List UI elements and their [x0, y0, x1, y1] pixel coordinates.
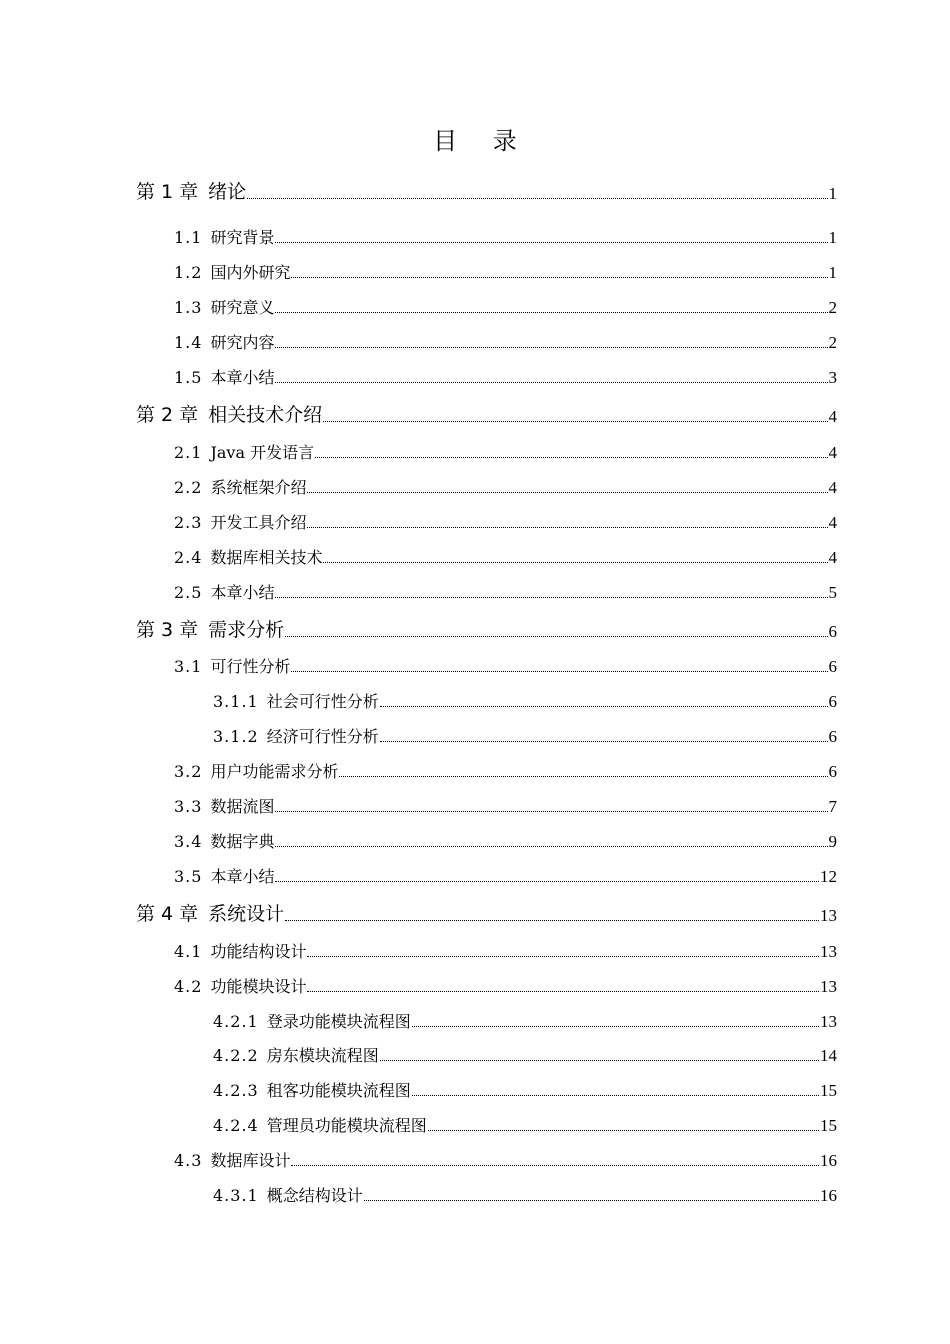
- toc-entry-title: 本章小结: [210, 368, 275, 387]
- toc-entry[interactable]: [136, 406, 837, 425]
- dot-leader: [412, 1026, 819, 1027]
- toc-entry-number: 4.3: [174, 1151, 203, 1170]
- toc-entry-title: 功能模块设计: [210, 977, 307, 996]
- toc-entry-page-number: 5: [828, 583, 837, 602]
- toc-entry-page-number: 2: [828, 333, 837, 352]
- toc-entry-title: 管理员功能模块流程图: [266, 1116, 427, 1135]
- toc-entry-page-number: 2: [828, 298, 837, 317]
- toc-entry-title: 研究背景: [210, 228, 275, 247]
- toc-entry-number: 3.1: [174, 657, 203, 676]
- toc-entry-number: 4.2.4: [213, 1116, 259, 1135]
- toc-entry[interactable]: [174, 868, 837, 885]
- toc-entry[interactable]: [213, 728, 837, 745]
- toc-entry[interactable]: [174, 264, 837, 281]
- toc-entry[interactable]: [136, 621, 837, 640]
- toc-entry-title: 系统框架介绍: [210, 478, 307, 497]
- toc-entry-page-number: 15: [820, 1081, 837, 1100]
- toc-entry-number: 第 1 章: [136, 181, 199, 203]
- toc-title: 目 录: [433, 127, 531, 155]
- toc-entry-page-number: 7: [828, 797, 837, 816]
- dot-leader: [275, 881, 819, 882]
- toc-entry[interactable]: [174, 943, 837, 960]
- toc-entry-page-number: 1: [828, 263, 837, 282]
- toc-entry-title: 用户功能需求分析: [210, 762, 339, 781]
- dot-leader: [291, 1165, 819, 1166]
- dot-leader: [291, 277, 827, 278]
- toc-entry-number: 2.3: [174, 513, 203, 532]
- toc-entry-title: 本章小结: [210, 583, 275, 602]
- toc-entry-number: 3.3: [174, 797, 203, 816]
- toc-entry-title: 研究意义: [210, 298, 275, 317]
- toc-entry-number: 4.3.1: [213, 1186, 259, 1205]
- toc-entry[interactable]: [136, 905, 837, 924]
- toc-entry[interactable]: [213, 1013, 837, 1030]
- toc-entry-title: 数据流图: [210, 797, 275, 816]
- dot-leader: [307, 492, 827, 493]
- toc-entry-number: 4.2.2: [213, 1046, 259, 1065]
- toc-entry-number: 4.2: [174, 977, 203, 996]
- toc-entry-title: 系统设计: [208, 903, 285, 925]
- dot-leader: [364, 1200, 819, 1201]
- dot-leader: [291, 671, 827, 672]
- toc-entry-title: 经济可行性分析: [266, 727, 379, 746]
- toc-entry-title: 数据字典: [210, 832, 275, 851]
- dot-leader: [307, 527, 827, 528]
- toc-entry[interactable]: [213, 1187, 837, 1204]
- toc-entry[interactable]: [213, 693, 837, 710]
- toc-entry-number: 2.4: [174, 548, 203, 567]
- dot-leader: [275, 846, 827, 847]
- toc-entry-page-number: 3: [828, 368, 837, 387]
- toc-entry-number: 1.4: [174, 333, 203, 352]
- toc-entry[interactable]: [174, 978, 837, 995]
- dot-leader: [412, 1095, 819, 1096]
- toc-entry-title: 可行性分析: [210, 657, 291, 676]
- toc-entry-title: 租客功能模块流程图: [266, 1081, 411, 1100]
- toc-entry[interactable]: [174, 549, 837, 566]
- dot-leader: [275, 382, 827, 383]
- toc-entry-title: 数据库设计: [210, 1151, 291, 1170]
- toc-entry-title: 功能结构设计: [210, 942, 307, 961]
- toc-entry-page-number: 6: [828, 727, 837, 746]
- toc-entry-page-number: 13: [820, 1012, 837, 1031]
- toc-entry-page-number: 16: [820, 1186, 837, 1205]
- toc-entry[interactable]: [174, 514, 837, 531]
- toc-entry[interactable]: [174, 763, 837, 780]
- toc-entry-number: 2.1: [174, 443, 203, 462]
- dot-leader: [275, 597, 827, 598]
- toc-entry[interactable]: [213, 1117, 837, 1134]
- toc-entry-page-number: 4: [828, 548, 837, 567]
- toc-entry[interactable]: [174, 658, 837, 675]
- dot-leader: [339, 776, 827, 777]
- toc-entry-number: 1.3: [174, 298, 203, 317]
- dot-leader: [380, 706, 828, 707]
- toc-entry-page-number: 6: [828, 762, 837, 781]
- dot-leader: [247, 198, 827, 199]
- toc-entry-page-number: 9: [828, 832, 837, 851]
- toc-entry-page-number: 15: [820, 1116, 837, 1135]
- toc-entry-number: 1.2: [174, 263, 203, 282]
- toc-entry-title: 社会可行性分析: [266, 692, 379, 711]
- dot-leader: [275, 312, 827, 313]
- toc-entry[interactable]: [174, 444, 837, 461]
- toc-entry-title: 研究内容: [210, 333, 275, 352]
- toc-entry[interactable]: [174, 584, 837, 601]
- dot-leader: [307, 991, 819, 992]
- toc-entry[interactable]: [213, 1082, 837, 1099]
- toc-entry[interactable]: [174, 334, 837, 351]
- toc-entry-title: 需求分析: [208, 619, 285, 641]
- toc-entry-number: 2.5: [174, 583, 203, 602]
- toc-entry-page-number: 6: [828, 657, 837, 676]
- toc-entry-page-number: 6: [828, 622, 837, 641]
- dot-leader: [275, 811, 827, 812]
- toc-entry-number: 3.1.1: [213, 692, 259, 711]
- toc-entry-number: 4.2.1: [213, 1012, 259, 1031]
- toc-entry-page-number: 4: [828, 443, 837, 462]
- toc-entry-title: 开发工具介绍: [210, 513, 307, 532]
- toc-entry-page-number: 4: [828, 478, 837, 497]
- toc-entry-page-number: 16: [820, 1151, 837, 1170]
- toc-entry-number: 3.5: [174, 867, 203, 886]
- dot-leader: [275, 347, 827, 348]
- toc-entry[interactable]: [136, 183, 837, 202]
- toc-entry-page-number: 14: [820, 1046, 837, 1065]
- dot-leader: [285, 636, 827, 637]
- toc-entry-title: 概念结构设计: [266, 1186, 363, 1205]
- toc-entry-number: 3.1.2: [213, 727, 259, 746]
- toc-entry-title: 登录功能模块流程图: [266, 1012, 411, 1031]
- toc-entry[interactable]: [174, 798, 837, 815]
- toc-entry-title: 本章小结: [210, 867, 275, 886]
- toc-entry-number: 第 3 章: [136, 619, 199, 641]
- toc-entry-title: 房东模块流程图: [266, 1046, 379, 1065]
- toc-entry-number: 4.2.3: [213, 1081, 259, 1100]
- toc-entry-number: 3.4: [174, 832, 203, 851]
- toc-entry-number: 1.5: [174, 368, 203, 387]
- dot-leader: [323, 421, 827, 422]
- toc-entry[interactable]: [174, 479, 837, 496]
- toc-entry[interactable]: [174, 229, 837, 246]
- dot-leader: [315, 457, 827, 458]
- toc-entry-page-number: 13: [820, 942, 837, 961]
- toc-entry-page-number: 6: [828, 692, 837, 711]
- dot-leader: [285, 920, 819, 921]
- dot-leader: [428, 1130, 819, 1131]
- toc-entry-number: 第 2 章: [136, 404, 199, 426]
- toc-entry-number: 1.1: [174, 228, 203, 247]
- toc-entry[interactable]: [213, 1047, 837, 1064]
- dot-leader: [275, 242, 827, 243]
- toc-entry-title: 数据库相关技术: [210, 548, 323, 567]
- toc-entry[interactable]: [174, 833, 837, 850]
- toc-entry-number: 2.2: [174, 478, 203, 497]
- toc-entry-page-number: 4: [828, 407, 837, 426]
- toc-entry-page-number: 1: [828, 184, 837, 203]
- toc-entry[interactable]: [174, 369, 837, 386]
- toc-entry-title: 相关技术介绍: [208, 404, 323, 426]
- dot-leader: [380, 1060, 819, 1061]
- toc-entry[interactable]: [174, 1152, 837, 1169]
- toc-entry-title: 绪论: [208, 181, 247, 203]
- toc-entry-number: 第 4 章: [136, 903, 199, 925]
- toc-entry-number: 3.2: [174, 762, 203, 781]
- toc-entry-page-number: 1: [828, 228, 837, 247]
- toc-entry-page-number: 13: [820, 906, 837, 925]
- toc-entry-number: 4.1: [174, 942, 203, 961]
- toc-entry-page-number: 13: [820, 977, 837, 996]
- toc-entry-page-number: 12: [820, 867, 837, 886]
- toc-entry-title: 国内外研究: [210, 263, 291, 282]
- dot-leader: [323, 562, 827, 563]
- toc-entry[interactable]: [174, 299, 837, 316]
- dot-leader: [380, 741, 828, 742]
- toc-entry-page-number: 4: [828, 513, 837, 532]
- toc-entry-title: Java 开发语言: [210, 443, 315, 462]
- dot-leader: [307, 956, 819, 957]
